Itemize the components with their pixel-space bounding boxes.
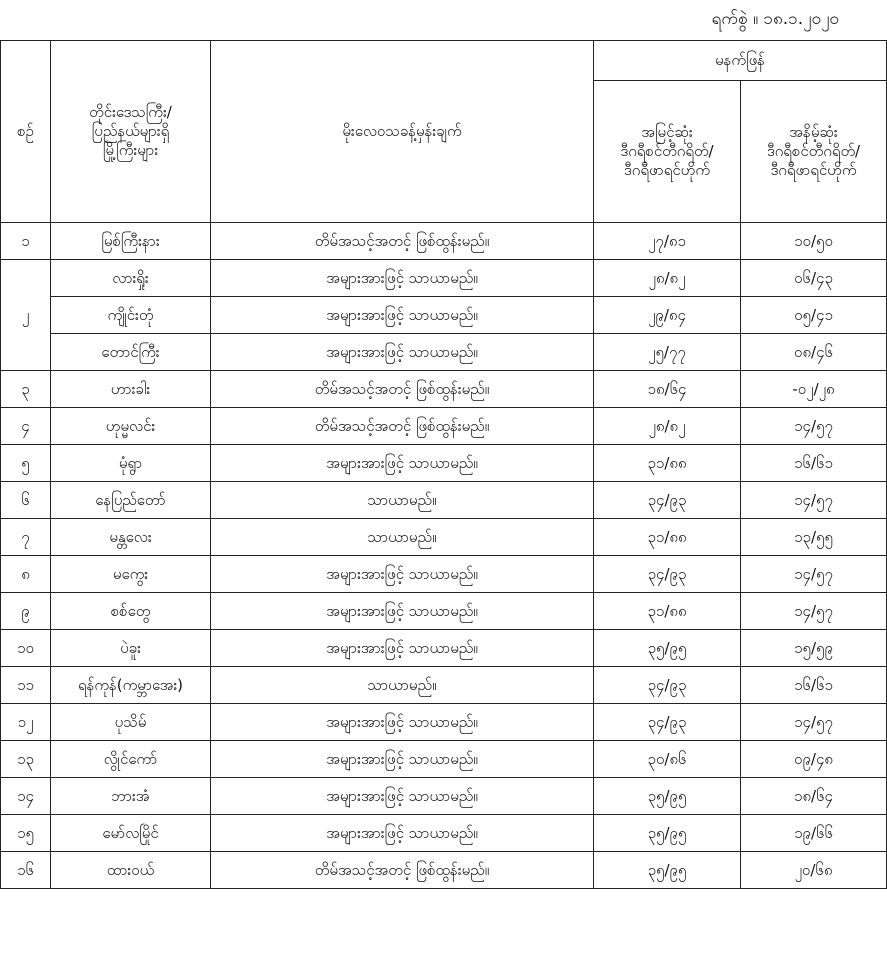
min-temp: ၁၅/၅၉ (741, 630, 887, 667)
forecast-text: တိမ်အသင့်အတင့် ဖြစ်ထွန်းမည်။ (211, 371, 594, 408)
city-name: နေပြည်တော် (51, 482, 211, 519)
row-number: ၁၄ (1, 778, 51, 815)
city-name: ဟားခါး (51, 371, 211, 408)
min-temp: ၂၀/၆၈ (741, 852, 887, 889)
row-number: ၆ (1, 482, 51, 519)
city-name: ဘားအံ (51, 778, 211, 815)
min-temp: ၁၃/၅၅ (741, 519, 887, 556)
city-name: ရန်ကုန်(ကမ္ဘာအေး) (51, 667, 211, 704)
min-temp: ၁၆/၆၁ (741, 667, 887, 704)
city-name: မန္တလေး (51, 519, 211, 556)
max-temp: ၃၁/၈၈ (594, 519, 741, 556)
table-row (1, 704, 887, 741)
row-number: ၃ (1, 371, 51, 408)
min-temp: ၁၄/၅၇ (741, 593, 887, 630)
city-name: တောင်ကြီး (51, 334, 211, 371)
weather-forecast-table (0, 40, 887, 889)
forecast-text: သာယာမည်။ (211, 519, 594, 556)
forecast-text: အများအားဖြင့် သာယာမည်။ (211, 260, 594, 297)
city-name: ထားဝယ် (51, 852, 211, 889)
max-temp: ၃၀/၈၆ (594, 741, 741, 778)
table-row (1, 223, 887, 260)
forecast-text: အများအားဖြင့် သာယာမည်။ (211, 334, 594, 371)
header-forecast: မိုးလေဝသခန့်မှန်းချက် (211, 41, 594, 223)
row-number: ၅ (1, 445, 51, 482)
row-number: ၁ (1, 223, 51, 260)
forecast-text: အများအားဖြင့် သာယာမည်။ (211, 445, 594, 482)
max-temp: ၃၄/၉၃ (594, 704, 741, 741)
header-temperature: မနက်ဖြန် (594, 41, 887, 81)
row-number: ၈ (1, 556, 51, 593)
max-temp: ၃၅/၉၅ (594, 852, 741, 889)
forecast-text: အများအားဖြင့် သာယာမည်။ (211, 741, 594, 778)
min-temp: ၁၄/၅၇ (741, 704, 887, 741)
min-temp: ၁၀/၅၀ (741, 223, 887, 260)
min-temp: ၁၄/၅၇ (741, 408, 887, 445)
table-row (1, 519, 887, 556)
max-temp: ၃၅/၉၅ (594, 778, 741, 815)
city-name: ပဲခူး (51, 630, 211, 667)
row-number: ၄ (1, 408, 51, 445)
header-no: စဉ် (1, 41, 51, 223)
min-temp: ၀၈/၄၆ (741, 334, 887, 371)
city-name: လားရှိုး (51, 260, 211, 297)
row-number: ၁၃ (1, 741, 51, 778)
min-temp: -၀၂/၂၈ (741, 371, 887, 408)
table-row (1, 556, 887, 593)
max-temp: ၃၄/၉၃ (594, 556, 741, 593)
min-temp: ၁၈/၆၄ (741, 778, 887, 815)
city-name: ကျိုင်းတုံ (51, 297, 211, 334)
table-row (1, 593, 887, 630)
city-name: မော်လမြိုင် (51, 815, 211, 852)
table-row (1, 482, 887, 519)
forecast-text: သာယာမည်။ (211, 482, 594, 519)
max-temp: ၁၈/၆၄ (594, 371, 741, 408)
min-temp: ၀၅/၄၁ (741, 297, 887, 334)
max-temp: ၃၁/၈၈ (594, 593, 741, 630)
forecast-text: တိမ်အသင့်အတင့် ဖြစ်ထွန်းမည်။ (211, 852, 594, 889)
table-row (1, 778, 887, 815)
max-temp: ၂၇/၈၁ (594, 223, 741, 260)
header-city: တိုင်းဒေသကြီး/ ပြည်နယ်များရှိ မြို့ကြီးများ (51, 41, 211, 223)
forecast-text: အများအားဖြင့် သာယာမည်။ (211, 556, 594, 593)
forecast-text: အများအားဖြင့် သာယာမည်။ (211, 704, 594, 741)
forecast-text: အများအားဖြင့် သာယာမည်။ (211, 815, 594, 852)
max-temp: ၃၅/၉၅ (594, 815, 741, 852)
row-number: ၁၁ (1, 667, 51, 704)
row-number: ၁၂ (1, 704, 51, 741)
city-name: ပုသိမ် (51, 704, 211, 741)
table-row (1, 852, 887, 889)
table-row (1, 260, 887, 297)
city-name: စစ်တွေ (51, 593, 211, 630)
city-name: မကွေး (51, 556, 211, 593)
max-temp: ၃၄/၉၃ (594, 482, 741, 519)
forecast-text: သာယာမည်။ (211, 667, 594, 704)
min-temp: ၀၆/၄၃ (741, 260, 887, 297)
forecast-text: တိမ်အသင့်အတင့် ဖြစ်ထွန်းမည်။ (211, 408, 594, 445)
row-number: ၇ (1, 519, 51, 556)
row-number: ၁၆ (1, 852, 51, 889)
report-date: ရက်စွဲ ။ ၁၈.၁.၂၀၂၀ (711, 9, 839, 29)
table-row (1, 408, 887, 445)
forecast-text: အများအားဖြင့် သာယာမည်။ (211, 593, 594, 630)
table-row (1, 630, 887, 667)
min-temp: ၁၄/၅၇ (741, 556, 887, 593)
row-number: ၂ (1, 260, 51, 371)
max-temp: ၃၁/၈၈ (594, 445, 741, 482)
table-row (1, 667, 887, 704)
max-temp: ၂၉/၈၄ (594, 297, 741, 334)
max-temp: ၂၅/၇၇ (594, 334, 741, 371)
forecast-text: အများအားဖြင့် သာယာမည်။ (211, 778, 594, 815)
max-temp: ၂၈/၈၂ (594, 408, 741, 445)
forecast-text: အများအားဖြင့် သာယာမည်။ (211, 630, 594, 667)
max-temp: ၂၈/၈၂ (594, 260, 741, 297)
forecast-text: တိမ်အသင့်အတင့် ဖြစ်ထွန်းမည်။ (211, 223, 594, 260)
table-row (1, 445, 887, 482)
min-temp: ၀၉/၄၈ (741, 741, 887, 778)
max-temp: ၃၄/၉၃ (594, 667, 741, 704)
table-row (1, 334, 887, 371)
header-max-temp: အမြင့်ဆုံး ဒီဂရီစင်တီဂရိတ်/ ဒီဂရီဖာရင်ဟိုက် (594, 81, 741, 223)
min-temp: ၁၄/၅၇ (741, 482, 887, 519)
table-row (1, 371, 887, 408)
header-min-temp: အနိမ့်ဆုံး ဒီဂရီစင်တီဂရိတ်/ ဒီဂရီဖာရင်ဟိုက် (741, 81, 887, 223)
row-number: ၁၀ (1, 630, 51, 667)
table-row (1, 297, 887, 334)
min-temp: ၁၉/၆၆ (741, 815, 887, 852)
min-temp: ၁၆/၆၁ (741, 445, 887, 482)
max-temp: ၃၅/၉၅ (594, 630, 741, 667)
table-row (1, 815, 887, 852)
city-name: မြစ်ကြီးနား (51, 223, 211, 260)
city-name: ဟုမ္မလင်း (51, 408, 211, 445)
city-name: မုံရွာ (51, 445, 211, 482)
city-name: လွိုင်ကော် (51, 741, 211, 778)
table-row (1, 741, 887, 778)
row-number: ၁၅ (1, 815, 51, 852)
forecast-text: အများအားဖြင့် သာယာမည်။ (211, 297, 594, 334)
row-number: ၉ (1, 593, 51, 630)
table-body (1, 223, 887, 889)
